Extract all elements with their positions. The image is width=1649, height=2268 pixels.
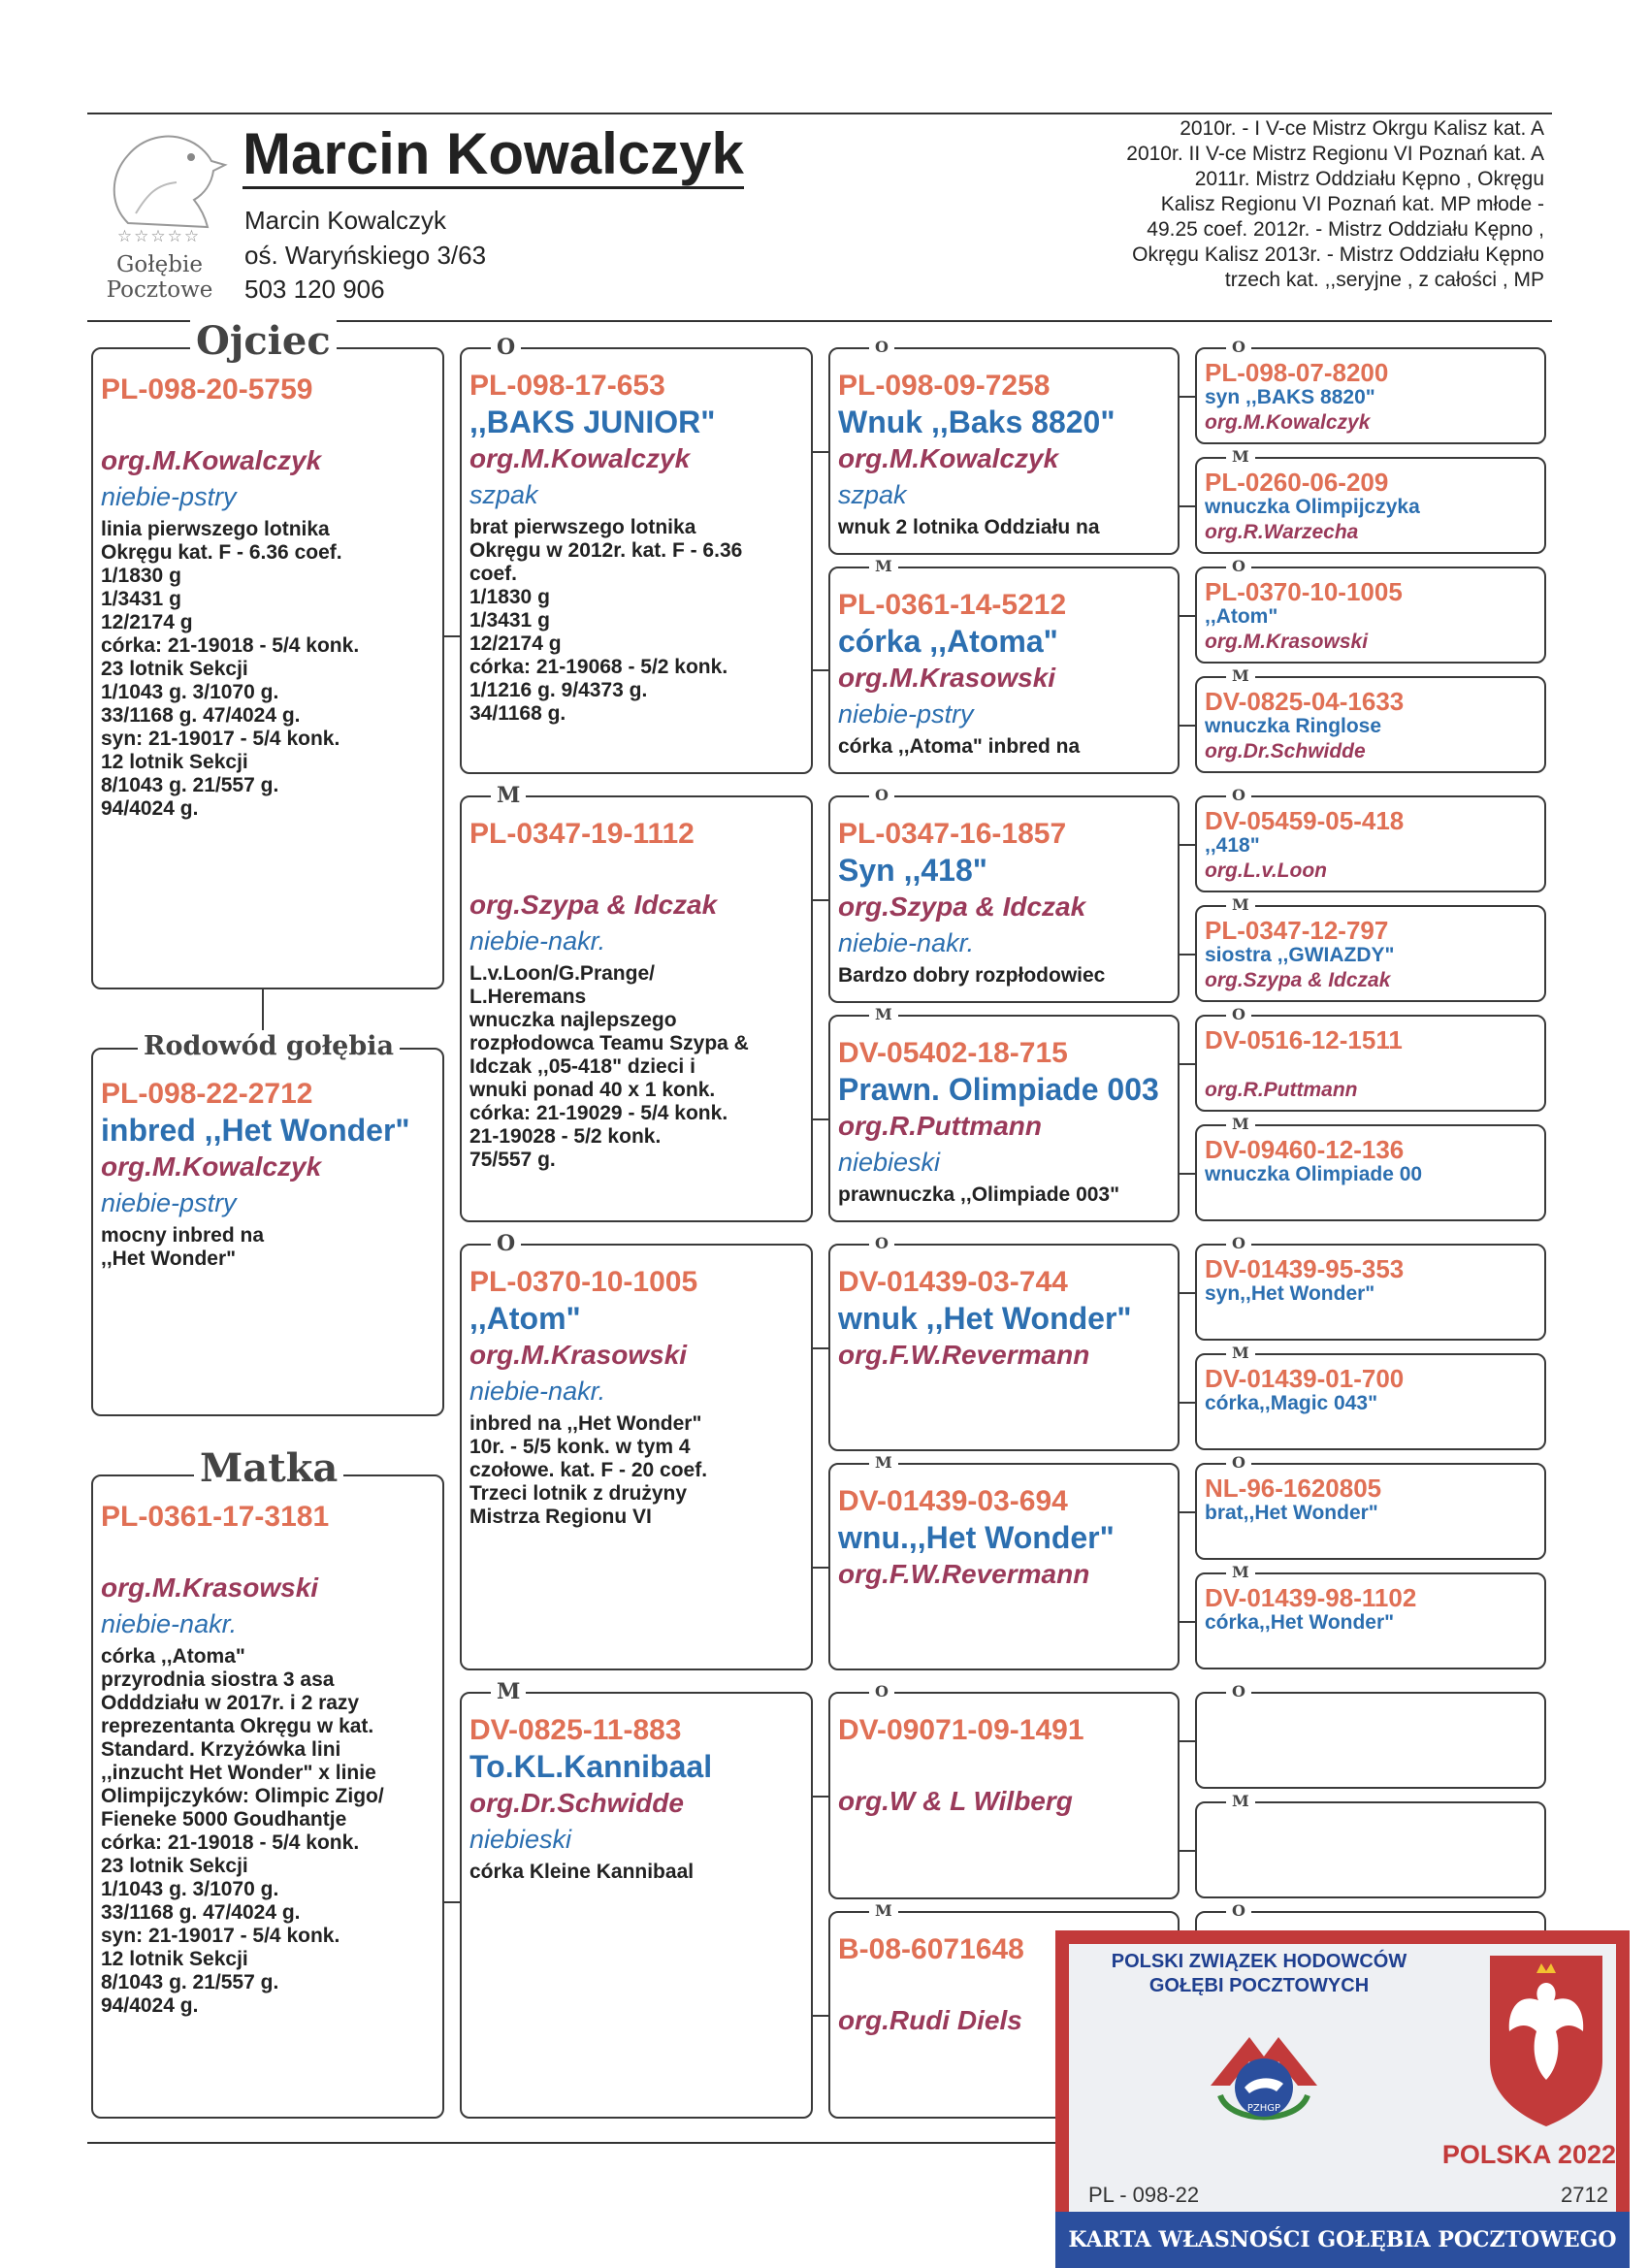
pedigree-description: L.v.Loon/G.Prange/ L.Heremans wnuczka najlepszego rozpłodowca Teamu Szypa & Idczak ,,05-418" dzieci i wnuki ponad 40 x 1 konk. córka: 21-19029 - 5/4 konk. 21-19028 - 5/2 konk. 75/557 g. [469, 962, 749, 1171]
sire-dam-box [460, 783, 813, 1222]
pedigree-name: ,,Atom" [1205, 605, 1278, 628]
subject-name: inbred ,,Het Wonder" [101, 1113, 410, 1148]
achievement-line: 2010r. - I V-ce Mistrz Okrgu Kalisz kat. A [1180, 117, 1544, 140]
pedigree-name: brat,,Het Wonder" [1205, 1502, 1378, 1524]
logo-text-2: Pocztowe [106, 277, 213, 303]
mother-box [91, 1445, 444, 2119]
generation-label: M [1226, 1343, 1255, 1364]
pedigree-box [1195, 338, 1546, 444]
achievement-line: 2011r. Mistrz Oddziału Kępno , Okręgu [1194, 168, 1544, 190]
generation-label: O [491, 1229, 521, 1258]
pedigree-box [1195, 447, 1546, 554]
pedigree-box [1195, 786, 1546, 892]
generation-label: O [1226, 1900, 1251, 1922]
pedigree-ring: DV-01439-03-694 [838, 1485, 1068, 1517]
pedigree-breeder: org.Szypa & Idczak [1205, 969, 1391, 991]
pedigree-breeder: org.M.Kowalczyk [469, 443, 691, 473]
pedigree-ring: PL-0361-14-5212 [838, 589, 1067, 621]
pedigree-breeder: org.M.Krasowski [469, 1340, 688, 1370]
pedigree-name: syn ,,BAKS 8820" [1205, 386, 1375, 408]
connector [1180, 954, 1195, 956]
generation-label: M [1226, 1114, 1255, 1135]
connector [1180, 396, 1195, 398]
pedigree-breeder: org.L.v.Loon [1205, 859, 1327, 882]
pedigree-breeder: org.M.Krasowski [1205, 631, 1369, 653]
achievement-line: trzech kat. ,,seryjne , z całości , MP [1224, 269, 1544, 291]
generation-label: M [1226, 665, 1255, 687]
connector [813, 899, 828, 901]
pedigree-description: inbred na ,,Het Wonder" 10r. - 5/5 konk. w tym 4 czołowe. kat. F - 20 coef. Trzeci lotnik z drużyny Mistrza Regionu VI [469, 1412, 708, 1528]
pedigree-box [1195, 1234, 1546, 1341]
card-ring-left: PL - 098-22 [1088, 2183, 1200, 2207]
pedigree-breeder: org.R.Puttmann [838, 1111, 1042, 1141]
pedigree-box [1195, 1115, 1546, 1221]
pedigree-ring: DV-01439-01-700 [1205, 1364, 1405, 1393]
eagle-emblem-icon [1488, 1954, 1604, 2128]
pedigree-ring: DV-01439-03-744 [838, 1266, 1068, 1298]
achievement-line: Okręgu Kalisz 2013r. - Mistrz Oddziału Kępno [1132, 243, 1544, 266]
pedigree-box [1195, 1682, 1546, 1789]
connector [1180, 1402, 1195, 1404]
father-box [91, 318, 444, 989]
owner-phone: 503 120 906 [244, 275, 385, 304]
card-org-line-2: GOŁĘBI POCZTOWYCH [1148, 1975, 1370, 1996]
pedigree-breeder: org.Szypa & Idczak [469, 890, 718, 920]
generation-label: O [1226, 1452, 1251, 1474]
subject-ring: PL-098-22-2712 [101, 1078, 313, 1110]
pedigree-box [1195, 1005, 1546, 1112]
mother-ring: PL-0361-17-3181 [101, 1501, 330, 1533]
pedigree-name: wnuczka Olimpijczyka [1205, 496, 1420, 518]
pedigree-breeder: org.W & L Wilberg [838, 1786, 1073, 1816]
pedigree-name: Prawn. Olimpiade 003 [838, 1072, 1159, 1107]
pedigree-ring: PL-0347-16-1857 [838, 818, 1067, 850]
pedigree-ring: PL-0370-10-1005 [469, 1266, 698, 1298]
pedigree-box [828, 1682, 1180, 1899]
card-ring-right: 2712 [1561, 2183, 1608, 2207]
mother-breeder: org.M.Krasowski [101, 1572, 319, 1603]
pedigree-box [828, 1234, 1180, 1451]
connector [1180, 1740, 1195, 1742]
pedigree-ring: DV-09460-12-136 [1205, 1135, 1405, 1164]
pedigree-description: córka ,,Atoma" inbred na [838, 735, 1081, 758]
pedigree-box [1195, 557, 1546, 664]
dam-sire-box [460, 1231, 813, 1670]
pedigree-name: wnuczka Olimpiade 00 [1205, 1163, 1423, 1185]
connector [813, 2015, 828, 2017]
pedigree-name: Syn ,,418" [838, 853, 987, 888]
pedigree-name: syn,,Het Wonder" [1205, 1282, 1375, 1305]
pigeon-head-icon [89, 126, 230, 233]
pedigree-box [1195, 1453, 1546, 1560]
pedigree-breeder: org.Szypa & Idczak [838, 891, 1086, 922]
pedigree-ring: DV-05402-18-715 [838, 1037, 1068, 1069]
pedigree-name: córka ,,Atoma" [838, 624, 1058, 659]
pedigree-description: brat pierwszego lotnika Okręgu w 2012r. kat. F - 6.36 coef. 1/1830 g 1/3431 g 12/2174 g córka: 21-19068 - 5/2 konk. 1/1216 g. 9/4373 g. 34/1168 g. [469, 516, 743, 725]
generation-label: O [1226, 785, 1251, 806]
connector [1180, 725, 1195, 727]
pedigree-breeder: org.Dr.Schwidde [469, 1788, 684, 1818]
father-color: niebie-pstry [101, 482, 237, 511]
pedigree-box [828, 1005, 1180, 1222]
generation-label: M [491, 1677, 526, 1706]
connector [1180, 1621, 1195, 1623]
connector [813, 451, 828, 453]
pedigree-breeder: org.F.W.Revermann [838, 1340, 1090, 1370]
pedigree-box [1195, 666, 1546, 773]
pedigree-box [1195, 1563, 1546, 1669]
pedigree-breeder: org.R.Warzecha [1205, 521, 1359, 543]
sire-sire-box [460, 335, 813, 774]
card-title-bar: KARTA WŁASNOŚCI GOŁĘBIA POCZTOWEGO [1055, 2212, 1630, 2268]
achievement-line: Kalisz Regionu VI Poznań kat. MP młode - [1160, 193, 1544, 215]
generation-label: M [869, 556, 898, 577]
pedigree-ring: DV-0825-11-883 [469, 1714, 682, 1746]
page-title: Marcin Kowalczyk [242, 122, 744, 189]
pedigree-color: niebie-nakr. [469, 1377, 606, 1406]
card-logo-text: PZHGP [1246, 2103, 1281, 2114]
father-breeder: org.M.Kowalczyk [101, 445, 322, 475]
pedigree-ring: DV-01439-98-1102 [1205, 1583, 1417, 1612]
card-org-line-1: POLSKI ZWIĄZEK HODOWCÓW [1111, 1951, 1407, 1972]
generation-label: M [869, 1900, 898, 1922]
pedigree-ring: PL-098-09-7258 [838, 370, 1051, 402]
pedigree-ring: DV-0825-04-1633 [1205, 687, 1405, 716]
pedigree-breeder: org.M.Krasowski [838, 663, 1056, 693]
pedigree-ring: DV-0516-12-1511 [1205, 1025, 1403, 1054]
generation-label: O [869, 1681, 894, 1702]
generation-label: M [1226, 1562, 1255, 1583]
connector [1180, 1850, 1195, 1852]
pedigree-name: ,,Atom" [469, 1301, 581, 1336]
connector [813, 1567, 828, 1569]
pigeon-logo [89, 126, 230, 306]
pedigree-ring: PL-098-17-653 [469, 370, 665, 402]
pedigree-color: niebie-nakr. [469, 926, 606, 956]
subject-description: mocny inbred na ,,Het Wonder" [101, 1224, 265, 1270]
subject-label: Rodowód gołębia [138, 1030, 400, 1063]
pedigree-name: ,,418" [1205, 834, 1260, 857]
pedigree-name: ,,BAKS JUNIOR" [469, 405, 716, 439]
generation-label: O [869, 785, 894, 806]
generation-label: M [491, 781, 526, 810]
pedigree-box [1195, 895, 1546, 1002]
pedigree-name: wnuk ,,Het Wonder" [838, 1301, 1132, 1336]
owner-address: oś. Waryńskiego 3/63 [244, 241, 487, 270]
pedigree-ring: PL-0347-19-1112 [469, 818, 695, 850]
connector [1180, 505, 1195, 507]
generation-label: M [1226, 894, 1255, 916]
pedigree-ring: DV-01439-95-353 [1205, 1254, 1405, 1283]
generation-label: O [1226, 1681, 1251, 1702]
pedigree-description: Bardzo dobry rozpłodowiec [838, 964, 1106, 987]
pedigree-name: córka,,Magic 043" [1205, 1392, 1378, 1414]
connector [813, 1118, 828, 1120]
top-rule [87, 113, 1552, 114]
connector [444, 635, 460, 637]
pedigree-ring: NL-96-1620805 [1205, 1474, 1382, 1503]
pzhgp-logo-icon [1191, 2027, 1337, 2134]
pedigree-breeder: org.M.Kowalczyk [1205, 411, 1371, 434]
achievement-line: 2010r. II V-ce Mistrz Regionu VI Poznań kat. A [1126, 143, 1544, 165]
generation-label: M [869, 1452, 898, 1474]
pedigree-breeder: org.F.W.Revermann [838, 1559, 1090, 1589]
connector [813, 1796, 828, 1798]
father-label: Ojciec [190, 318, 337, 365]
pedigree-breeder: org.Dr.Schwidde [1205, 740, 1366, 762]
generation-label: O [1226, 337, 1251, 358]
pedigree-box [828, 557, 1180, 774]
pedigree-box [828, 338, 1180, 555]
pedigree-description: wnuk 2 lotnika Oddziału na [838, 516, 1100, 538]
card-country: POLSKA 2022 [1441, 2140, 1616, 2169]
pedigree-ring: PL-0260-06-209 [1205, 468, 1389, 497]
connector [813, 669, 828, 671]
generation-label: M [1226, 1791, 1255, 1812]
dam-dam-box [460, 1679, 813, 2119]
logo-text-1: Gołębie [116, 252, 203, 277]
pedigree-ring: PL-098-07-8200 [1205, 358, 1389, 387]
owner-name: Marcin Kowalczyk [244, 206, 447, 235]
connector [1180, 844, 1195, 846]
connector [444, 1901, 460, 1903]
pedigree-name: siostra ,,GWIAZDY" [1205, 944, 1395, 966]
pedigree-color: niebie-pstry [838, 699, 974, 729]
pedigree-name: wnu.,,Het Wonder" [838, 1520, 1115, 1555]
pedigree-box [828, 786, 1180, 1003]
generation-label: O [1226, 1004, 1251, 1025]
achievement-line: 49.25 coef. 2012r. - Mistrz Oddziału Kępno , [1147, 218, 1544, 241]
pedigree-description: prawnuczka ,,Olimpiade 003" [838, 1183, 1120, 1206]
generation-label: O [491, 333, 521, 362]
connector [1180, 1511, 1195, 1513]
generation-label: O [869, 1233, 894, 1254]
achievements [972, 116, 1544, 293]
ownership-card [1055, 1930, 1630, 2268]
connector [1180, 1173, 1195, 1175]
pedigree-breeder: org.R.Puttmann [1205, 1079, 1358, 1101]
pedigree-color: szpak [469, 480, 538, 509]
generation-label: O [1226, 1233, 1251, 1254]
pedigree-color: niebieski [469, 1825, 572, 1854]
pedigree-color: szpak [838, 480, 907, 509]
pedigree-box [1195, 1344, 1546, 1450]
mother-label: Matka [194, 1445, 343, 1492]
mother-description: córka ,,Atoma" przyrodnia siostra 3 asa Odddziału w 2017r. i 2 razy reprezentanta Okręgu w kat. Standard. Krzyżówka lini ,,inzucht Het Wonder" x linie Olimpijczyków: Olimpic Zigo/ Fieneke 5000 Goudhantje córka: 21-19018 - 5/4 konk. 23 lotnik Sekcji 1/1043 g. 3/1070 g. 33/1168 g. 47/4024 g. syn: 21-19017 - 5/4 konk. 12 lotnik Sekcji 8/1043 g. 21/557 g. 94/4024 g. [101, 1645, 384, 2017]
connector [1180, 1063, 1195, 1065]
generation-label: M [1226, 446, 1255, 468]
logo-stars: ☆☆☆☆☆ [116, 227, 202, 246]
pedigree-breeder: org.M.Kowalczyk [838, 443, 1059, 473]
mother-color: niebie-nakr. [101, 1609, 238, 1638]
connector [1180, 1292, 1195, 1294]
generation-label: O [869, 337, 894, 358]
pedigree-color: niebie-nakr. [838, 928, 975, 957]
pedigree-ring: PL-0347-12-797 [1205, 916, 1389, 945]
pedigree-ring: PL-0370-10-1005 [1205, 577, 1403, 606]
pedigree-box [828, 1453, 1180, 1670]
pedigree-ring: DV-09071-09-1491 [838, 1714, 1084, 1746]
subject-box [91, 1031, 444, 1416]
generation-label: M [869, 1004, 898, 1025]
father-ring: PL-098-20-5759 [101, 373, 313, 405]
connector [1180, 615, 1195, 617]
generation-label: O [1226, 556, 1251, 577]
pedigree-box [1195, 1792, 1546, 1898]
pedigree-breeder: org.Rudi Diels [838, 2005, 1022, 2035]
pedigree-name: Wnuk ,,Baks 8820" [838, 405, 1116, 439]
pedigree-ring: DV-05459-05-418 [1205, 806, 1405, 835]
subject-breeder: org.M.Kowalczyk [101, 1151, 322, 1182]
pedigree-color: niebieski [838, 1148, 941, 1177]
pedigree-name: wnuczka Ringlose [1205, 715, 1382, 737]
pedigree-name: córka,,Het Wonder" [1205, 1611, 1395, 1634]
pedigree-name: To.KL.Kannibaal [469, 1749, 713, 1784]
subject-color: niebie-pstry [101, 1188, 237, 1217]
pedigree-description: córka Kleine Kannibaal [469, 1861, 695, 1883]
connector [813, 1347, 828, 1349]
card-organization [1075, 1950, 1443, 1998]
father-description: linia pierwszego lotnika Okręgu kat. F - 6.36 coef. 1/1830 g 1/3431 g 12/2174 g córka: 21-19018 - 5/4 konk. 23 lotnik Sekcji 1/1043 g. 3/1070 g. 33/1168 g. 47/4024 g. syn: 21-19017 - 5/4 konk. 12 lotnik Sekcji 8/1043 g. 21/557 g. 94/4024 g. [101, 518, 360, 820]
pedigree-ring: B-08-6071648 [838, 1933, 1024, 1965]
